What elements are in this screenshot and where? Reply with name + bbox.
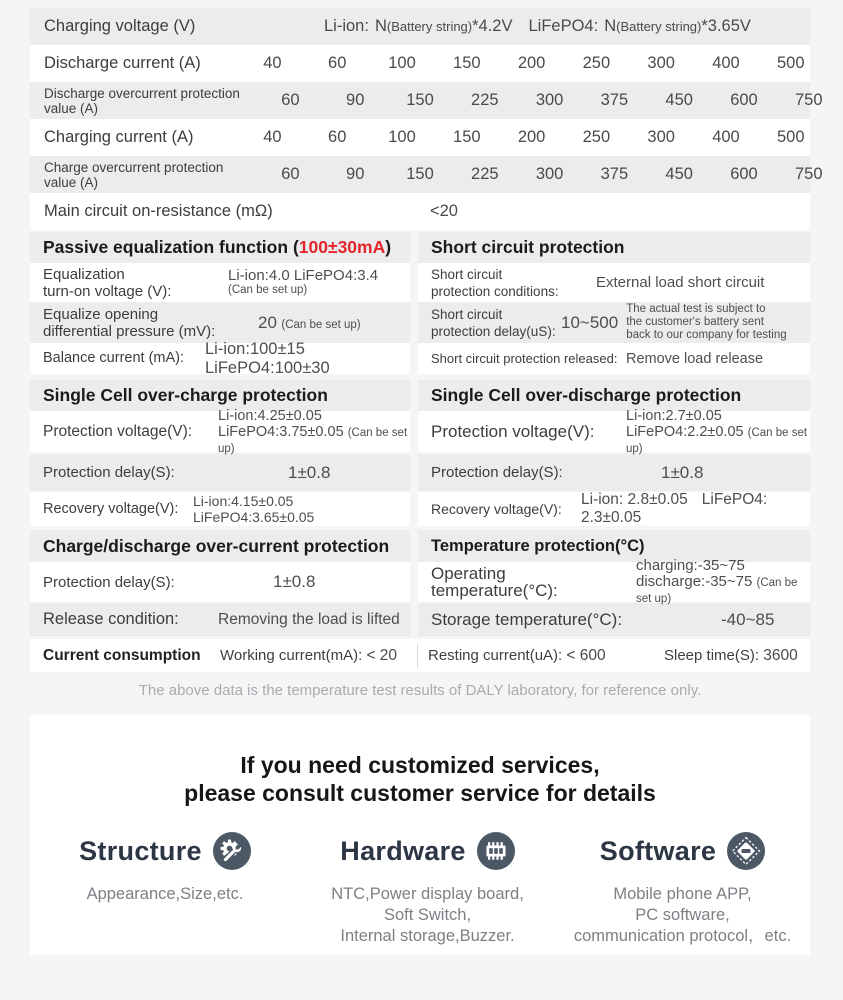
spec-sheet <box>30 8 823 955</box>
row-value: Li-ion:4.0 LiFePO4:3.4 (Can be set up) <box>228 267 379 296</box>
short-circuit-released-row <box>418 343 810 374</box>
title-text: Short circuit protection <box>431 237 625 257</box>
spec-value: 250 <box>582 54 611 72</box>
paren: ) <box>385 237 392 257</box>
short-circuit-delay-row <box>418 302 810 343</box>
operating-temperature-row <box>418 557 810 605</box>
service-software <box>555 831 810 947</box>
row-label: Short circuit protection delay(uS): <box>431 306 556 339</box>
spec-value: 90 <box>346 91 365 109</box>
row-label: Recovery voltage(V): <box>431 500 562 517</box>
row-label: Discharge overcurrent protection value (A) <box>44 85 240 116</box>
discharge-overcurrent-row <box>30 82 823 119</box>
row-label: Charging current (A) <box>44 128 194 146</box>
protection-delay-row <box>418 454 810 491</box>
spec-value: 150 <box>453 54 481 72</box>
service-description: Mobile phone APP, PC software, communication protocol，etc. <box>573 885 792 945</box>
row-value: charging:-35~75 discharge:-35~75 (Can be set up) <box>636 557 798 605</box>
spec-value: 300 <box>647 54 675 72</box>
section-columns <box>30 232 810 636</box>
service-structure <box>30 831 300 947</box>
row-value: Removing the load is lifted <box>218 610 400 628</box>
section-equalization <box>30 232 410 377</box>
service-name: Hardware <box>340 835 466 866</box>
spec-value: 60 <box>281 165 300 183</box>
charging-voltage-value <box>324 17 751 36</box>
release-condition-row <box>30 603 410 636</box>
spec-value: 300 <box>535 91 564 109</box>
spec-value: 450 <box>665 91 693 109</box>
section-over-charge <box>30 380 410 526</box>
row-label: Protection delay(S): <box>43 573 175 591</box>
row-value: 1±0.8 <box>288 462 331 482</box>
row-label: Balance current (mA): <box>43 350 185 366</box>
row-label: Charge overcurrent protection value (A) <box>44 159 224 190</box>
title-text: Passive equalization function <box>43 237 289 257</box>
charging-voltage-row <box>30 8 810 45</box>
charge-overcurrent-row <box>30 156 823 193</box>
on-resistance-row <box>30 193 810 230</box>
row-label: Protection voltage(V): <box>43 423 193 440</box>
row-value: Li-ion:2.7±0.05 LiFePO4:2.2±0.05 (Can be set up) <box>626 407 808 455</box>
row-note: The actual test is subject to the customer's battery sent back to our company for testing <box>626 303 787 341</box>
spec-value: 225 <box>471 91 499 109</box>
section-title <box>418 232 810 263</box>
spec-value: 40 <box>263 54 282 72</box>
protection-voltage-row <box>418 407 810 455</box>
title-text: Single Cell over-charge protection <box>43 385 328 405</box>
row-label: Equalize opening differential pressure (mV): <box>43 305 216 340</box>
row-value: 1±0.8 <box>273 572 316 591</box>
section-over-current <box>30 530 410 636</box>
lifepo4-n: N <box>604 17 617 35</box>
left-column <box>30 232 410 636</box>
spec-value: 750 <box>795 165 823 183</box>
spec-value: 750 <box>795 91 823 109</box>
spec-value: 40 <box>263 128 282 146</box>
row-value: -40~85 <box>721 609 775 629</box>
title-text: Charge/discharge over-current protection <box>43 535 390 556</box>
balance-current-row <box>30 339 410 377</box>
row-value: 10~500 <box>561 312 619 332</box>
spec-value: 500 <box>777 128 805 146</box>
spec-value: 100 <box>388 54 416 72</box>
recovery-voltage-row <box>30 492 410 526</box>
spec-value: 200 <box>517 128 546 146</box>
row-value: Remove load release <box>626 350 764 367</box>
storage-temperature-row <box>418 603 810 636</box>
spec-value: 60 <box>328 54 347 72</box>
spec-value: 250 <box>582 128 611 146</box>
spec-value: 500 <box>777 54 805 72</box>
software-chip-icon <box>727 832 765 870</box>
row-label: Protection delay(S): <box>431 464 563 481</box>
spec-value: 300 <box>535 165 564 183</box>
spec-value: 60 <box>281 91 300 109</box>
li-ion-prefix: Li-ion: <box>324 17 369 35</box>
li-ion-n: N <box>374 17 387 35</box>
protection-voltage-row <box>30 407 410 455</box>
spec-value: 200 <box>517 54 546 72</box>
spec-value: 600 <box>730 165 758 183</box>
sleep-time: Sleep time(S): 3600 <box>664 646 798 664</box>
lifepo4-prefix: LiFePO4: <box>528 17 599 35</box>
section-short-circuit <box>418 232 810 374</box>
row-value: Li-ion:4.25±0.05 LiFePO4:3.75±0.05 (Can be set up) <box>218 407 408 455</box>
spec-value: 60 <box>328 128 347 146</box>
section-title <box>30 530 410 562</box>
row-label: Storage temperature(°C): <box>431 610 623 629</box>
row-label: Protection delay(S): <box>43 464 175 481</box>
customized-services-box <box>30 715 810 955</box>
lifepo4-multiplier: *3.65V <box>701 17 751 35</box>
spec-value: 450 <box>665 165 693 183</box>
protection-delay-row <box>30 562 410 602</box>
current-consumption-row <box>30 639 810 672</box>
resting-current: Resting current(uA): < 600 <box>428 646 606 664</box>
row-label: Short circuit protection released: <box>431 351 618 366</box>
services-grid <box>30 831 810 947</box>
section-over-discharge <box>418 380 810 526</box>
row-value: Li-ion:4.15±0.05 LiFePO4:3.65±0.05 <box>193 493 315 525</box>
spec-value: 600 <box>730 91 758 109</box>
title-text: Single Cell over-discharge protection <box>431 385 742 405</box>
spec-value: 400 <box>712 54 740 72</box>
row-label: Operating temperature(°C): <box>431 564 558 600</box>
service-hardware <box>300 831 555 947</box>
row-value: 20 (Can be set up) <box>258 312 361 332</box>
row-label: Discharge current (A) <box>44 54 201 72</box>
paren: ( <box>292 237 299 257</box>
row-value: Li-ion: 2.8±0.05 LiFePO4: 2.3±0.05 <box>581 491 768 526</box>
service-description: Appearance,Size,etc. <box>86 885 244 903</box>
charging-current-row <box>30 119 810 156</box>
li-ion-battery-string: (Battery string) <box>386 18 473 34</box>
row-value: External load short circuit <box>596 274 765 291</box>
spec-value: 150 <box>406 91 434 109</box>
spec-value: 400 <box>712 128 740 146</box>
row-label: Recovery voltage(V): <box>43 500 179 517</box>
lifepo4-battery-string: (Battery string) <box>616 18 702 34</box>
spec-value: 375 <box>600 165 629 183</box>
service-description: NTC,Power display board, Soft Switch, Internal storage,Buzzer. <box>331 885 524 945</box>
gear-wrench-icon <box>213 832 251 870</box>
equalization-turnon-row <box>30 263 410 302</box>
divider <box>417 644 418 668</box>
li-ion-multiplier: *4.2V <box>472 17 513 35</box>
row-label: Main circuit on-resistance (mΩ) <box>44 202 273 220</box>
section-title <box>418 380 810 411</box>
spec-value: 150 <box>453 128 481 146</box>
discharge-current-row <box>30 45 810 82</box>
right-column <box>418 232 810 636</box>
row-value: 1±0.8 <box>661 462 704 482</box>
services-title: If you need customized services, please consult customer service for details <box>184 752 656 806</box>
chip-icon <box>477 832 515 870</box>
spec-value: <20 <box>430 202 458 220</box>
accent-value: 100±30mA <box>298 237 386 257</box>
section-title <box>30 380 410 411</box>
row-label: Equalization turn-on voltage (V): <box>43 265 172 300</box>
spec-value: 225 <box>471 165 499 183</box>
spec-value: 90 <box>346 165 365 183</box>
section-title <box>30 232 410 263</box>
short-circuit-conditions-row <box>418 263 810 302</box>
footnote: The above data is the temperature test results of DALY laboratory, for reference only. <box>138 682 702 699</box>
row-label: Charging voltage (V) <box>44 17 196 35</box>
equalize-differential-row <box>30 302 410 343</box>
row-label: Release condition: <box>43 610 179 628</box>
spec-value: 100 <box>388 128 416 146</box>
row-label: Short circuit protection conditions: <box>431 266 559 299</box>
protection-delay-row <box>30 454 410 491</box>
recovery-voltage-row <box>418 492 810 526</box>
spec-value: 375 <box>600 91 629 109</box>
row-label: Protection voltage(V): <box>431 422 595 441</box>
service-name: Structure <box>79 835 202 866</box>
row-label: Current consumption <box>43 646 201 664</box>
service-name: Software <box>599 835 717 866</box>
title-text: Temperature protection(°C) <box>431 536 645 555</box>
section-temperature <box>418 530 810 636</box>
spec-value: 150 <box>406 165 434 183</box>
spec-value: 300 <box>647 128 675 146</box>
working-current: Working current(mA): < 20 <box>220 646 398 664</box>
row-value: Li-ion:100±15LiFePO4:100±30 <box>205 339 330 377</box>
